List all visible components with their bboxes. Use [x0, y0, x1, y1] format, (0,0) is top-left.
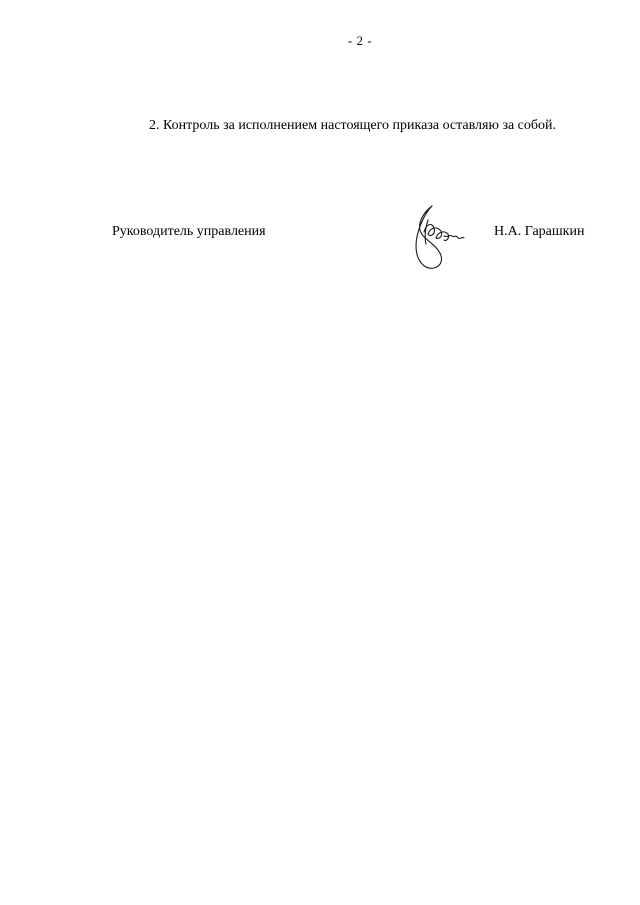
handwritten-signature [402, 198, 484, 278]
order-paragraph: 2. Контроль за исполнением настоящего приказа оставляю за собой. [149, 118, 557, 133]
signer-title: Руководитель управления [112, 224, 266, 239]
page-number: - 2 - [347, 33, 373, 48]
signature-block [0, 218, 640, 288]
signature-stroke-loops [424, 225, 449, 241]
signature-stroke-tail [444, 235, 464, 238]
signature-stroke-main [416, 206, 441, 268]
signer-name: Н.А. Гарашкин [494, 224, 585, 239]
